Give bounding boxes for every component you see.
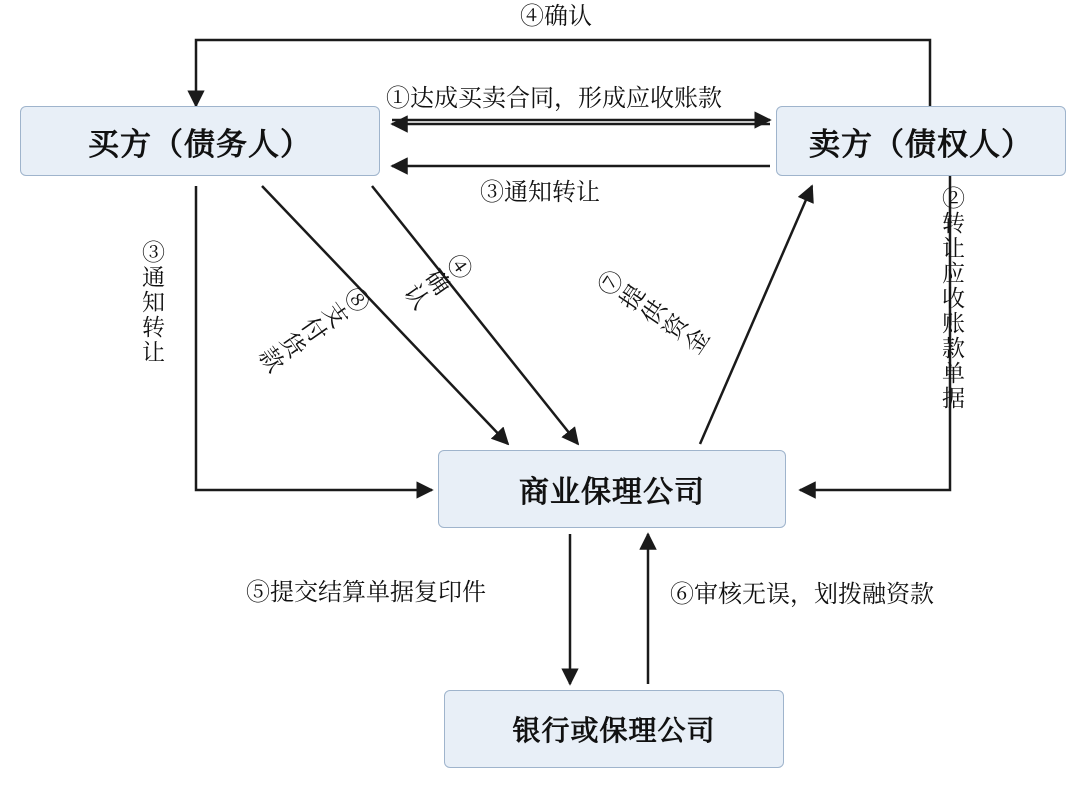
edge-label-7: ⑦提供资金 [590, 267, 714, 363]
edge-label-4-top: ④确认 [520, 3, 592, 30]
edge-label-4-buyer-to-factor: ④确认 [396, 245, 476, 313]
node-factoring-company-label: 商业保理公司 [519, 476, 705, 509]
connector-7-factor-to-seller [700, 186, 812, 444]
connector-2-seller-to-factor [800, 176, 950, 490]
node-bank [444, 690, 784, 768]
edge-label-2: ②转让应收账款单据 [939, 186, 965, 411]
edge-label-8: ⑧支付货款 [251, 279, 374, 376]
node-seller-label: 卖方（债权人） [809, 126, 1033, 162]
node-buyer-label: 买方（债务人） [88, 126, 312, 162]
edge-label-3-seller-to-buyer: ③通知转让 [480, 179, 600, 206]
node-factoring-company [438, 450, 786, 528]
node-seller [776, 106, 1066, 176]
edge-label-1: ①达成买卖合同，形成应收账款 [386, 85, 722, 112]
edge-label-5: ⑤提交结算单据复印件 [246, 579, 486, 606]
connector-4-buyer-to-factor [372, 186, 578, 444]
node-buyer [20, 106, 380, 176]
connector-8-buyer-to-factor [262, 186, 508, 444]
edge-label-3-buyer-left: ③通知转让 [139, 240, 165, 365]
node-bank-label: 银行或保理公司 [512, 715, 716, 746]
edge-label-6: ⑥审核无误，划拨融资款 [670, 581, 934, 608]
